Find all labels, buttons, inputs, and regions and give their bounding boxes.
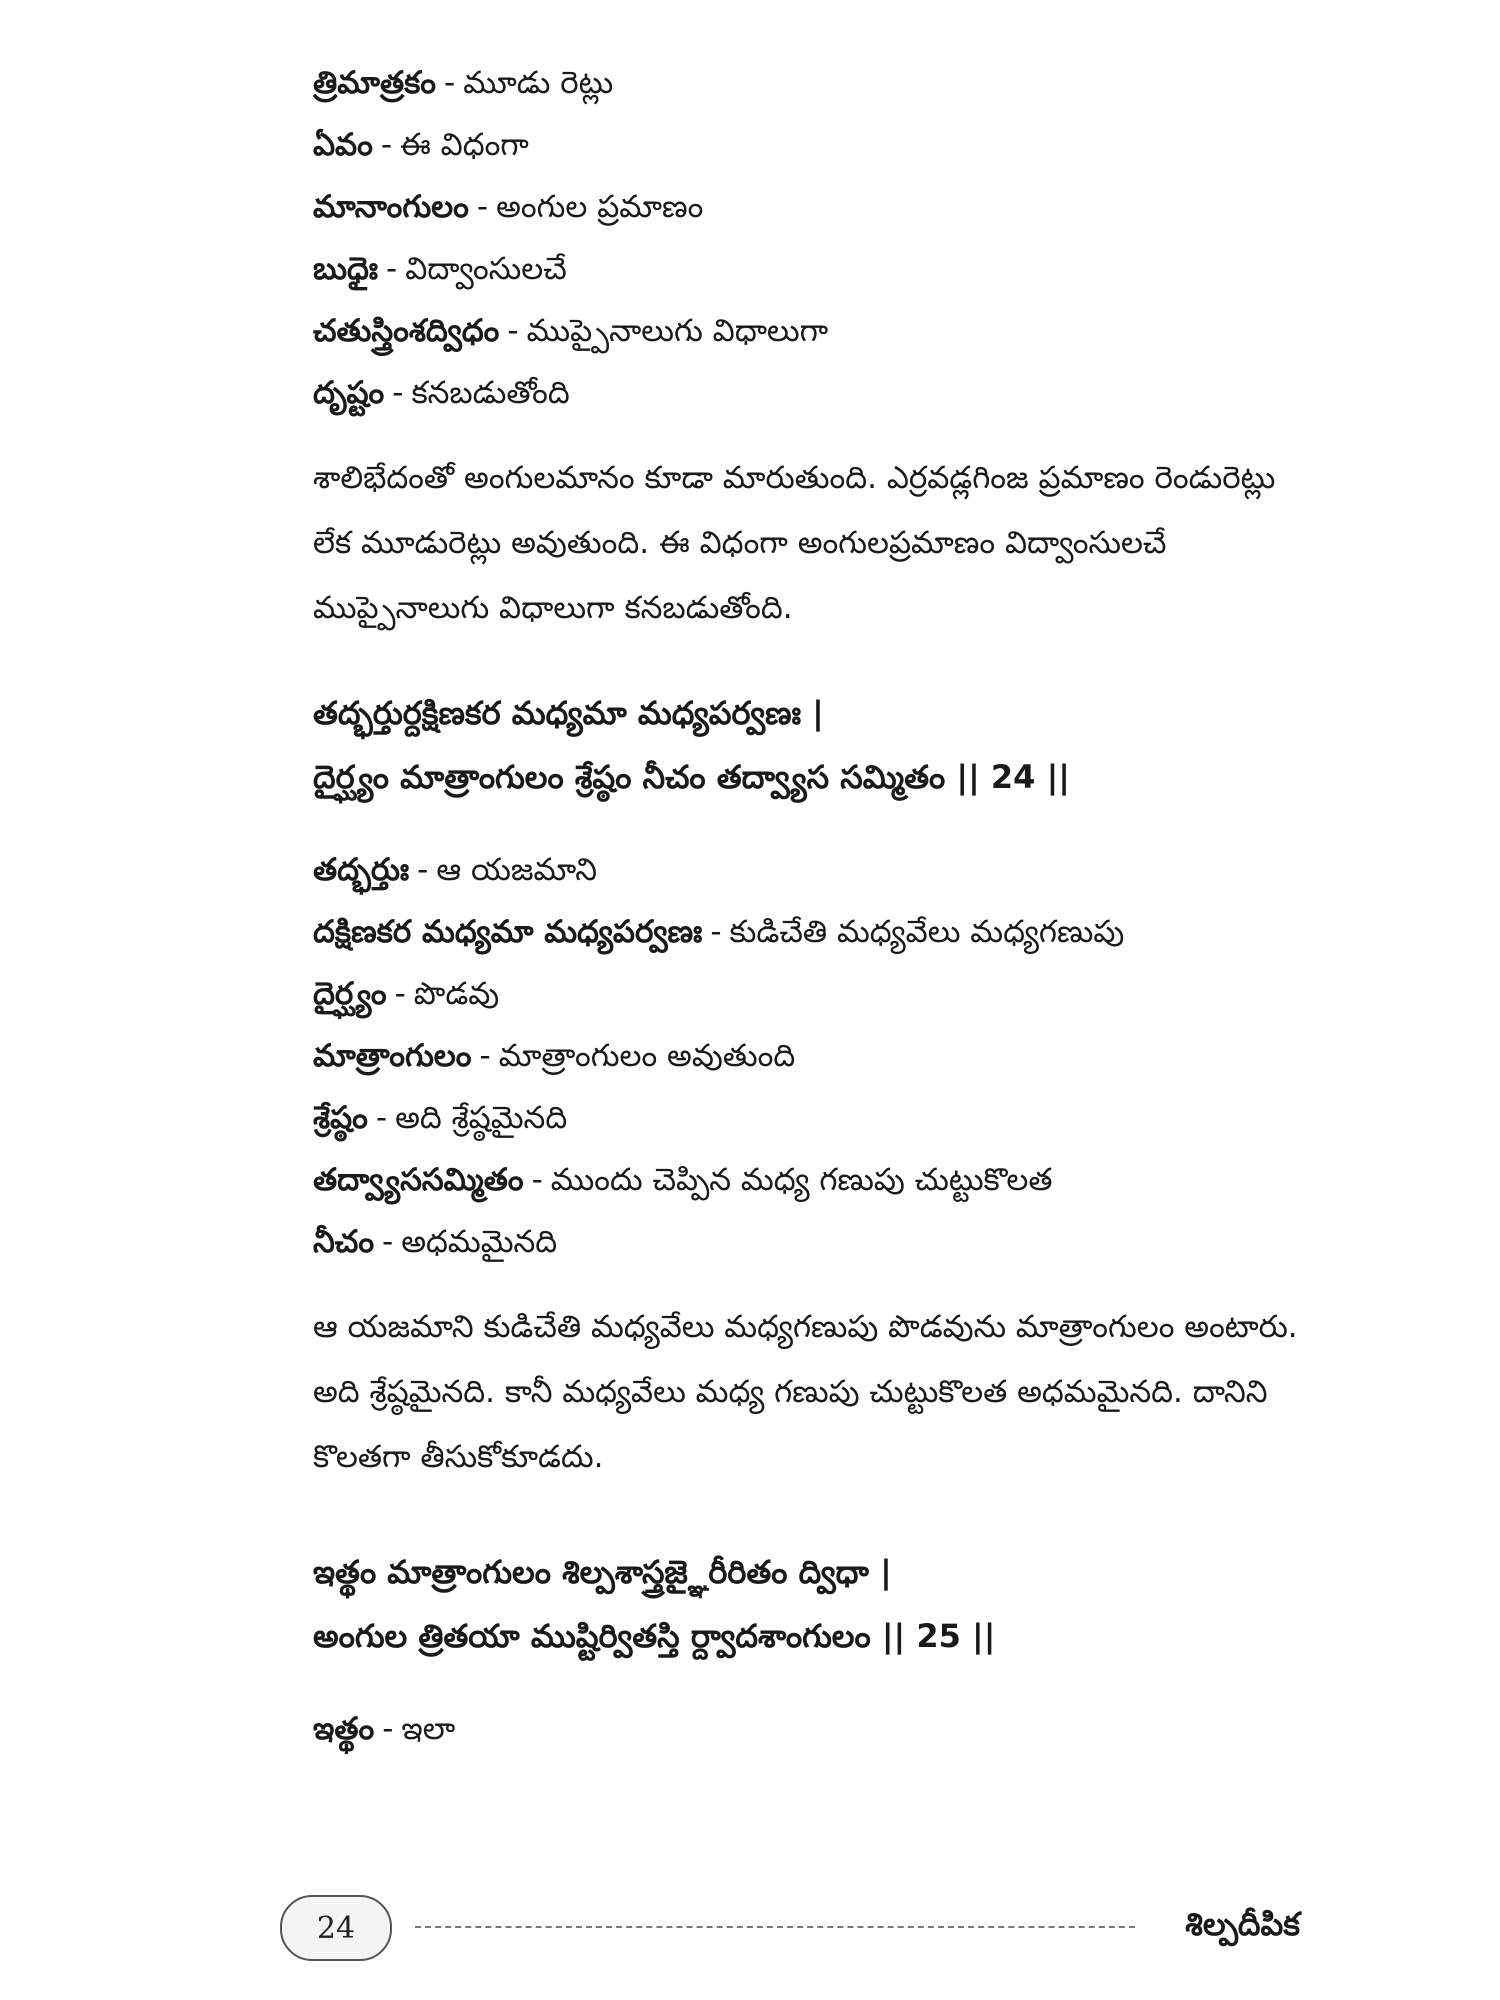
explanation-paragraph-2: ఆ యజమాని కుడిచేతి మధ్యవేలు మధ్యగణుపు పొడవును మాత్రాంగులం అంటారు. అది శ్రేష్ఠమైనది. కానీ మధ్యవేలు మధ్య గణుపు చుట్టుకొలత అధమమైనది. దానిని కొలతగా తీసుకోకూడదు. <box>313 1309 1298 1475</box>
glossary-list-2 <box>313 839 1313 1273</box>
glossary-term: మానాంగులం <box>313 189 469 225</box>
glossary-separator: - <box>710 914 722 950</box>
glossary-term: దైర్ఘ్యం <box>313 976 387 1012</box>
page-content <box>313 52 1313 1760</box>
glossary-term: త్రిమాత్రకం <box>313 65 437 101</box>
glossary-entry <box>313 1025 1313 1087</box>
glossary-entry <box>313 114 1313 176</box>
glossary-separator: - <box>531 1162 543 1198</box>
glossary-meaning: మూడు రెట్లు <box>463 65 614 101</box>
glossary-term: నీచం <box>313 1224 375 1260</box>
glossary-entry <box>313 52 1313 114</box>
glossary-entry <box>313 963 1313 1025</box>
glossary-term: బుధైః <box>313 251 379 287</box>
glossary-entry <box>313 901 1313 963</box>
glossary-term: ఇత్థం <box>313 1711 375 1747</box>
page-number: 24 <box>280 1895 392 1961</box>
glossary-entry <box>313 176 1313 238</box>
glossary-meaning: అది శ్రేష్ఠమైనది <box>395 1100 568 1136</box>
glossary-meaning: ముందు చెప్పిన మధ్య గణుపు చుట్టుకొలత <box>550 1162 1053 1198</box>
explanation-paragraph-1: శాలిభేదంతో అంగులమానం కూడా మారుతుంది. ఎర్రవడ్లగింజ ప్రమాణం రెండురెట్లు లేక మూడురెట్లు అవుతుంది. ఈ విధంగా అంగులప్రమాణం విద్వాంసులచే ముప్పైనాలుగు విధాలుగా కనబడుతోంది. <box>313 460 1276 626</box>
verse-line: ఇత్థం మాత్రాంగులం శిల్పశాస్త్రజ్ఞైరీరితం ద్విధా | <box>313 1553 892 1591</box>
glossary-list-3 <box>313 1698 1313 1760</box>
verse-line: అంగుల త్రితయా ముష్టిర్వితస్తి ర్ద్వాదశాంగులం || 25 || <box>313 1617 996 1655</box>
footer-divider <box>415 1926 1135 1928</box>
glossary-separator: - <box>382 1711 394 1747</box>
glossary-term: చతుస్త్రింశద్విధం <box>313 313 500 349</box>
glossary-meaning: అంగుల ప్రమాణం <box>496 189 704 225</box>
glossary-entry <box>313 1698 1313 1760</box>
glossary-meaning: ఆ యజమాని <box>436 852 598 888</box>
glossary-meaning: కనబడుతోంది <box>411 375 570 411</box>
glossary-separator: - <box>507 313 519 349</box>
glossary-meaning: విద్వాంసులచే <box>405 251 567 287</box>
glossary-term: తద్భర్తుః <box>313 852 410 888</box>
glossary-meaning: అధమమైనది <box>401 1224 558 1260</box>
glossary-term: ఏవం <box>313 127 373 163</box>
glossary-term: దృష్టం <box>313 375 385 411</box>
glossary-separator: - <box>380 127 392 163</box>
glossary-entry <box>313 238 1313 300</box>
glossary-separator: - <box>479 1038 491 1074</box>
glossary-term: తద్వ్యాససమ్మితం <box>313 1162 524 1198</box>
verse-line: తద్భర్తుర్దక్షిణకర మధ్యమా మధ్యపర్వణః | <box>313 694 824 732</box>
glossary-separator: - <box>394 976 406 1012</box>
glossary-entry <box>313 362 1313 424</box>
glossary-separator: - <box>392 375 404 411</box>
glossary-separator: - <box>382 1224 394 1260</box>
glossary-separator: - <box>476 189 489 225</box>
glossary-meaning: ఇలా <box>401 1711 456 1747</box>
page-footer <box>280 1895 1300 1965</box>
glossary-term: శ్రేష్ఠం <box>313 1100 368 1136</box>
glossary-entry <box>313 300 1313 362</box>
glossary-separator: - <box>417 852 429 888</box>
glossary-separator: - <box>375 1100 388 1136</box>
glossary-meaning: మాత్రాంగులం అవుతుంది <box>498 1038 796 1074</box>
verse-24 <box>313 681 1313 809</box>
glossary-meaning: పొడవు <box>413 976 500 1012</box>
book-title: శిల్పదీపిక <box>1185 1905 1300 1943</box>
glossary-meaning: ఈ విధంగా <box>400 127 529 163</box>
verse-25 <box>313 1540 1313 1668</box>
glossary-meaning: ముప్పైనాలుగు విధాలుగా <box>526 313 829 349</box>
verse-line: దైర్ఘ్యం మాత్రాంగులం శ్రేష్ఠం నీచం తద్వ్యాస సమ్మితం || 24 || <box>313 758 1070 796</box>
glossary-separator: - <box>444 65 456 101</box>
glossary-meaning: కుడిచేతి మధ్యవేలు మధ్యగణుపు <box>729 914 1125 950</box>
glossary-entry <box>313 1087 1313 1149</box>
glossary-list-1 <box>313 52 1313 424</box>
glossary-entry <box>313 1149 1313 1211</box>
glossary-term: మాత్రాంగులం <box>313 1038 472 1074</box>
glossary-term: దక్షిణకర మధ్యమా మధ్యపర్వణః <box>313 914 703 950</box>
glossary-entry <box>313 1211 1313 1273</box>
glossary-separator: - <box>386 251 398 287</box>
glossary-entry <box>313 839 1313 901</box>
